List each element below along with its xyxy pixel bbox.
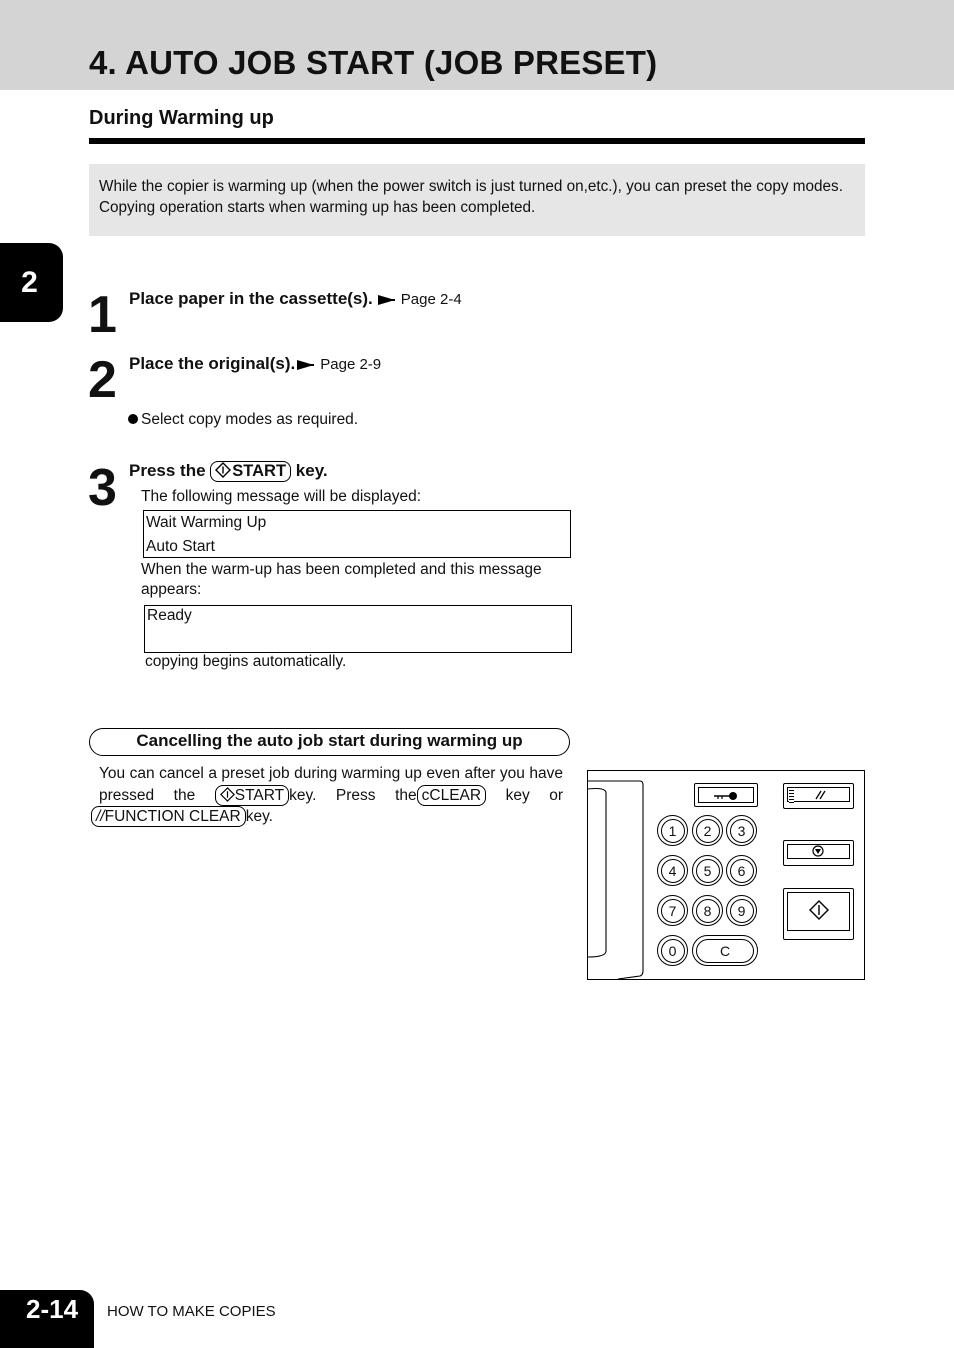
stop-button-illustration: [783, 840, 854, 866]
page-ref-arrow-icon: [378, 295, 395, 305]
step-3-line-2b: appears:: [141, 581, 202, 598]
page-ref-arrow-icon: [297, 360, 314, 370]
key-button-illustration: [694, 783, 758, 807]
message-line: Wait Warming Up: [146, 514, 267, 531]
panel-display-edge-icon: [588, 771, 648, 979]
clear-key: [417, 785, 486, 806]
note-heading: Cancelling the auto job start during warming up: [89, 728, 570, 756]
step-1-page-ref: Page 2-4: [400, 291, 462, 308]
clear-key-prefix: c: [421, 786, 430, 804]
note-text-3: key or: [505, 786, 564, 804]
step-2-number: 2: [88, 351, 117, 409]
stop-icon: [812, 845, 824, 857]
function-clear-prefix: //: [96, 808, 105, 825]
keypad-key-9: 9: [726, 895, 757, 926]
clear-key-label: CLEAR: [429, 786, 482, 804]
step-2-label: Place the original(s).: [129, 354, 296, 373]
start-diamond-icon: [220, 787, 235, 802]
keypad-key-7: 7: [657, 895, 688, 926]
page-title: 4. AUTO JOB START (JOB PRESET): [89, 44, 658, 81]
step-3-number: 3: [88, 459, 117, 517]
key-icon: [713, 791, 739, 801]
step-3-text: [129, 461, 328, 482]
step-3-line-2a: When the warm-up has been completed and this message: [141, 561, 542, 578]
start-key: [215, 785, 289, 806]
bullet-icon: [128, 414, 138, 424]
step-3-label-after: key.: [295, 461, 328, 480]
function-clear-button-illustration: [783, 783, 854, 809]
keypad-key-1: 1: [657, 815, 688, 846]
note-text-2: key. Press the: [289, 786, 417, 804]
step-2-bullet-text: Select copy modes as required.: [141, 411, 359, 428]
keypad-clear-label: C: [696, 939, 754, 963]
start-diamond-icon: [215, 462, 231, 478]
keypad-clear-key: [692, 935, 758, 966]
section-rule: [89, 138, 865, 144]
intro-text: While the copier is warming up (when the power switch is just turned on,etc.), you can preset the copy modes. Copying operation starts when warming up has been completed.: [99, 178, 843, 216]
section-title: During Warming up: [89, 107, 274, 129]
chapter-number: 2: [21, 265, 38, 299]
chapter-tab: [0, 243, 63, 322]
keypad-key-4: 4: [657, 855, 688, 886]
step-3-line-3: copying begins automatically.: [145, 653, 347, 670]
keypad-key-8: 8: [692, 895, 723, 926]
page-number: 2-14: [26, 1294, 79, 1324]
start-button-illustration: [783, 888, 854, 940]
note-text-4: key.: [245, 808, 273, 825]
step-1-number: 1: [88, 286, 117, 344]
keypad-key-5: 5: [692, 855, 723, 886]
message-line: Ready: [147, 607, 192, 624]
intro-box: [89, 164, 865, 236]
start-key-label: START: [234, 786, 285, 804]
control-panel-illustration: [587, 770, 865, 980]
step-2-page-ref: Page 2-9: [320, 356, 382, 373]
note-body: [96, 764, 564, 828]
start-key-label: START: [232, 462, 287, 480]
keypad-key-2: 2: [692, 815, 723, 846]
message-line: Auto Start: [146, 538, 215, 555]
function-clear-icon: [814, 790, 826, 800]
step-2-text: [129, 354, 381, 374]
step-1-label: Place paper in the cassette(s).: [129, 289, 373, 308]
step-2-bullet: [128, 411, 358, 429]
message-box-warming: [143, 510, 571, 558]
step-3-label-before: Press the: [129, 461, 206, 480]
function-clear-label: FUNCTION CLEAR: [104, 808, 241, 825]
page-number-tab: [0, 1290, 94, 1348]
start-diamond-icon: [808, 899, 830, 921]
step-1-text: [129, 289, 462, 309]
keypad-key-3: 3: [726, 815, 757, 846]
keypad-key-6: 6: [726, 855, 757, 886]
footer-text: HOW TO MAKE COPIES: [107, 1303, 276, 1320]
keypad-key-0: 0: [657, 935, 688, 966]
function-clear-key: [91, 806, 246, 827]
note-text-1: You can cancel a preset job during warming up even after you have pressed the: [99, 765, 563, 804]
message-box-ready: [144, 605, 572, 653]
step-3-line-1: The following message will be displayed:: [141, 488, 422, 505]
start-key: [210, 461, 291, 482]
